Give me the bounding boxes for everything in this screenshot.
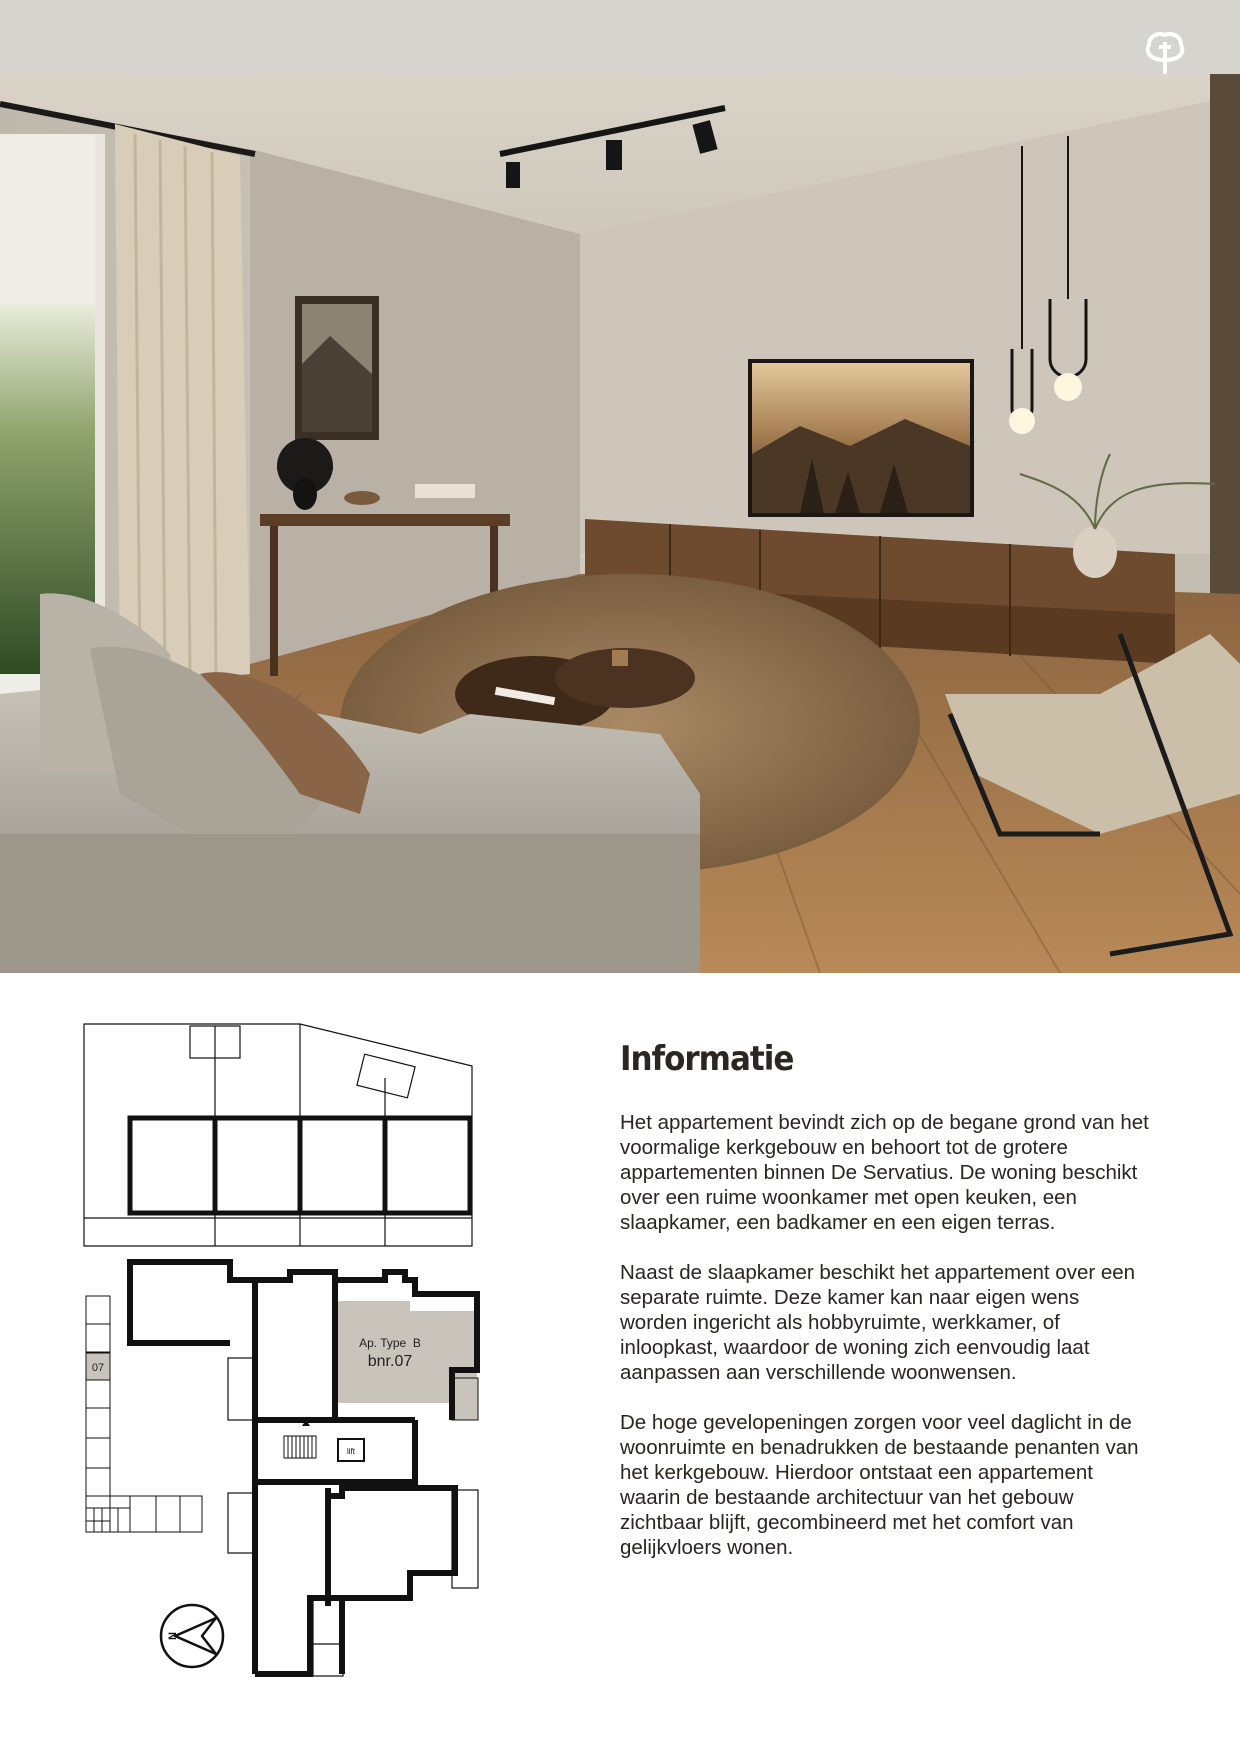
info-paragraph-2: Naast de slaapkamer beschikt het appartement over een separate ruimte. Deze kamer kan naar eigen wens worden ingericht als hobbyruimte, werkkamer, of inloopkast, waardoor de woning zich eenvoudig laat aanpassen aan verschillende woonwensen. bbox=[620, 1261, 1136, 1384]
info-section bbox=[620, 1040, 1150, 1585]
compass-label: N bbox=[167, 1632, 179, 1640]
info-title: Informatie bbox=[620, 1040, 794, 1079]
side-unit-label: 07 bbox=[91, 1362, 105, 1374]
north-arrow-icon bbox=[161, 1605, 223, 1667]
info-paragraph-3: De hoge gevelopeningen zorgen voor veel daglicht in de woonruimte en benadrukken de bestaande penanten van het kerkgebouw. Hierdoor ontstaat een appartement waarin de bestaande architectuur van het gebouw zichtbaar blijft, gecombineerd met het comfort van gelijkvloers wonen. bbox=[620, 1411, 1139, 1559]
lift-label: lift bbox=[347, 1447, 355, 1456]
building-footprint bbox=[130, 1118, 470, 1213]
living-room-photo bbox=[0, 74, 1240, 973]
ground-floor-plan bbox=[86, 1262, 478, 1676]
header-band bbox=[0, 0, 1240, 74]
floorplan bbox=[80, 1018, 480, 1678]
unit-number-label: bnr.07 bbox=[367, 1353, 413, 1370]
info-paragraph-1: Het appartement bevindt zich op de begane grond van het voormalige kerkgebouw en behoort tot de grotere appartementen binnen De Servatius. De woning beschikt over een ruime woonkamer met open keuken, een slaapkamer, een badkamer en een eigen terras. bbox=[620, 1111, 1149, 1234]
unit-type-label: Ap. Type B bbox=[359, 1336, 421, 1350]
